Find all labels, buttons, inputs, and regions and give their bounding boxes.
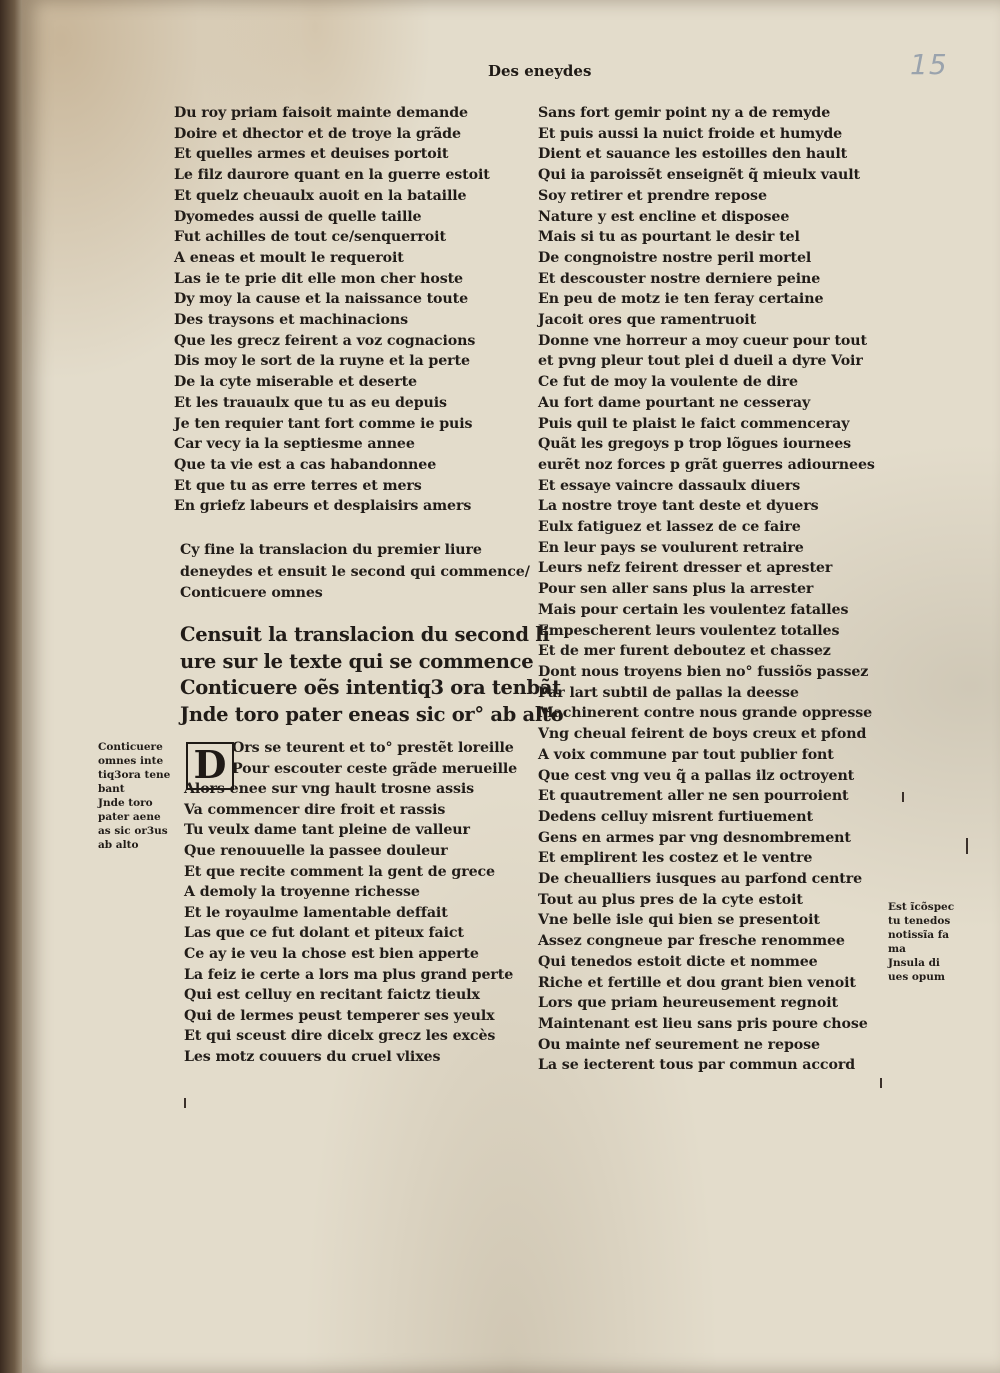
incipit-line: deneydes et ensuit le second qui commence/: [180, 563, 530, 580]
initial-letter: D: [186, 742, 234, 790]
text-line: Et emplirent les costez et le ventre: [538, 850, 813, 867]
text-line: Et puis aussi la nuict froide et humyde: [538, 125, 843, 142]
text-line: Dy moy la cause et la naissance toute: [174, 291, 469, 308]
text-line: Dyomedes aussi de quelle taille: [174, 208, 422, 225]
text-line: A demoly la troyenne richesse: [184, 884, 420, 901]
text-line: Du roy priam faisoit mainte demande: [174, 105, 468, 121]
text-line: Au fort dame pourtant ne cesseray: [538, 394, 811, 411]
text-line: La se iecterent tous par commun accord: [538, 1057, 856, 1074]
text-line: Dis moy le sort de la ruyne et la perte: [174, 353, 470, 370]
text-line: Des traysons et machinacions: [174, 312, 408, 329]
text-line: A voix commune par tout publier font: [538, 746, 834, 763]
text-line: La feiz ie certe a lors ma plus grand perte: [184, 966, 514, 983]
margin-mark: [184, 1098, 186, 1108]
margin-mark: [966, 838, 968, 854]
text-line: Maintenant est lieu sans pris poure chose: [538, 1015, 868, 1032]
text-line: Les motz couuers du cruel vlixes: [184, 1048, 441, 1065]
text-line: Ce fut de moy la voulente de dire: [538, 374, 798, 391]
section-heading: [180, 622, 564, 728]
margin-note-line: tiq3ora tene: [98, 769, 171, 781]
text-line: De cheualliers iusques au parfond centre: [538, 871, 863, 888]
text-line: Dedens celluy misrent furtiuement: [538, 808, 813, 825]
margin-mark: [880, 1078, 882, 1088]
margin-note-line: Conticuere: [98, 741, 163, 753]
text-line: Et descouster nostre derniere peine: [538, 270, 821, 287]
text-line: Que cest vng veu q̃ a pallas ilz octroyent: [538, 767, 855, 784]
left-column-bottom: [184, 738, 524, 1068]
text-line: Et quelles armes et deuises portoit: [174, 146, 449, 163]
text-line: Doire et dhector et de troye la grãde: [174, 125, 461, 142]
margin-note-line: ma: [888, 943, 906, 955]
text-line: Las ie te prie dit elle mon cher hoste: [174, 270, 463, 287]
text-line: Et quelz cheuaulx auoit en la bataille: [174, 187, 467, 204]
text-line: Va commencer dire froit et rassis: [184, 801, 446, 818]
text-line: Et de mer furent deboutez et chassez: [538, 643, 831, 660]
text-line: De congnoistre nostre peril mortel: [538, 249, 812, 266]
text-line: Sans fort gemir point ny a de remyde: [538, 105, 831, 121]
text-line: A eneas et moult le requeroit: [174, 249, 404, 266]
text-line: En griefz labeurs et desplaisirs amers: [174, 498, 472, 515]
text-line: Par lart subtil de pallas la deesse: [538, 684, 799, 701]
running-head: Des eneydes: [488, 62, 592, 80]
margin-note-line: Jnsula di: [888, 957, 940, 969]
text-line: Puis quil te plaist le faict commenceray: [538, 415, 850, 432]
text-line: Que ta vie est a cas habandonnee: [174, 456, 437, 473]
text-line: Et les trauaulx que tu as eu depuis: [174, 394, 447, 411]
text-line: Et quautrement aller ne sen pourroient: [538, 788, 849, 805]
left-column-top: [174, 103, 514, 517]
right-margin-note: [888, 900, 954, 984]
text-line: En leur pays se voulurent retraire: [538, 539, 804, 556]
heading-line: Conticuere oẽs intentiq3 ora tenbãt: [180, 676, 561, 699]
text-line: Dont nous troyens bien no° fussiõs passez: [538, 663, 869, 680]
margin-note-line: ues opum: [888, 971, 945, 983]
text-line: Ors se teurent et to° prestẽt loreille: [232, 740, 514, 756]
text-line: eurẽt noz forces p grãt guerres adiournees: [538, 456, 875, 473]
text-line: Empescherent leurs voulentez totalles: [538, 622, 840, 639]
incipit-line: Cy fine la translacion du premier liure: [180, 542, 482, 558]
text-line: Alors enee sur vng hault trosne assis: [184, 781, 475, 798]
heading-line: ure sur le texte qui se commence: [180, 649, 534, 673]
margin-note-line: Est ĩcõspec: [888, 901, 955, 913]
margin-note-line: notissĩa fa: [888, 929, 950, 941]
text-line: Fut achilles de tout ce/senquerroit: [174, 229, 446, 246]
text-line: Que les grecz feirent a voz cognacions: [174, 332, 476, 349]
text-line: Mais si tu as pourtant le desir tel: [538, 229, 800, 246]
text-line: Le filz daurore quant en la guerre estoit: [174, 167, 490, 184]
margin-note-line: Jnde toro: [98, 797, 153, 809]
text-line: Pour sen aller sans plus la arrester: [538, 581, 814, 598]
right-column: [538, 103, 878, 1076]
text-line: Qui de lermes peust temperer ses yeulx: [184, 1007, 495, 1024]
text-line: Pour escouter ceste grãde merueille: [232, 760, 518, 777]
incipit-line: Conticuere omnes: [180, 585, 323, 601]
text-line: Riche et fertille et dou grant bien venoit: [538, 974, 856, 991]
text-line: Assez congneue par fresche renommee: [538, 933, 845, 950]
text-line: Dient et sauance les estoilles den hault: [538, 146, 848, 163]
text-line: Qui ia paroissẽt enseignẽt q̃ mieulx vault: [538, 167, 860, 184]
text-line: Et essaye vaincre dassaulx diuers: [538, 477, 801, 494]
text-line: Lors que priam heureusement regnoit: [538, 995, 838, 1012]
text-line: Vne belle isle qui bien se presentoit: [538, 912, 820, 929]
text-line: En peu de motz ie ten feray certaine: [538, 291, 824, 308]
text-line: Mais pour certain les voulentez fatalles: [538, 601, 849, 618]
text-line: Donne vne horreur a moy cueur pour tout: [538, 332, 867, 349]
left-margin-note: [98, 740, 170, 852]
text-line: Soy retirer et prendre repose: [538, 187, 767, 204]
incipit-rubric: [180, 540, 530, 605]
text-line: Leurs nefz feirent dresser et aprester: [538, 560, 833, 577]
heading-line: Jnde toro pater eneas sic or° ab alto: [180, 702, 564, 726]
text-line: Machinerent contre nous grande oppresse: [538, 705, 873, 722]
text-line: Et que tu as erre terres et mers: [174, 477, 422, 494]
text-line: Qui tenedos estoit dicte et nommee: [538, 953, 818, 970]
text-line: Ce ay ie veu la chose est bien apperte: [184, 945, 479, 962]
folio-number: 15: [910, 48, 948, 81]
margin-mark: [902, 792, 904, 802]
text-line: La nostre troye tant deste et dyuers: [538, 498, 819, 515]
text-line: Je ten requier tant fort comme ie puis: [174, 415, 473, 432]
text-line: De la cyte miserable et deserte: [174, 374, 417, 391]
margin-note-line: bant: [98, 783, 125, 795]
text-line: Ou mainte nef seurement ne repose: [538, 1036, 820, 1053]
text-line: Las que ce fut dolant et piteux faict: [184, 925, 464, 942]
margin-note-line: as sic or3us: [98, 825, 168, 837]
text-line: Quãt les gregoys p trop lõgues iournees: [538, 436, 852, 453]
text-line: Gens en armes par vng desnombrement: [538, 829, 851, 846]
text-line: Et que recite comment la gent de grece: [184, 863, 495, 880]
text-line: Tu veulx dame tant pleine de valleur: [184, 822, 470, 839]
margin-note-line: tu tenedos: [888, 915, 951, 927]
text-line: et pvng pleur tout plei d dueil a dyre Voir: [538, 353, 863, 370]
text-line: Vng cheual feirent de boys creux et pfond: [538, 726, 867, 743]
margin-note-line: ab alto: [98, 839, 139, 851]
text-line: Que renouuelle la passee douleur: [184, 842, 448, 859]
text-line: Car vecy ia la septiesme annee: [174, 436, 415, 453]
text-line: Jacoit ores que ramentruoit: [538, 312, 757, 329]
text-line: Qui est celluy en recitant faictz tieulx: [184, 987, 480, 1004]
text-line: Et le royaulme lamentable deffait: [184, 904, 448, 921]
heading-line: Censuit la translacion du second li: [180, 623, 550, 646]
margin-note-line: omnes inte: [98, 755, 164, 767]
text-line: Nature y est encline et disposee: [538, 208, 790, 225]
text-line: Eulx fatiguez et lassez de ce faire: [538, 519, 801, 536]
margin-note-line: pater aene: [98, 811, 161, 823]
text-line: Et qui sceust dire dicelx grecz les excès: [184, 1028, 496, 1045]
text-line: Tout au plus pres de la cyte estoit: [538, 891, 803, 908]
